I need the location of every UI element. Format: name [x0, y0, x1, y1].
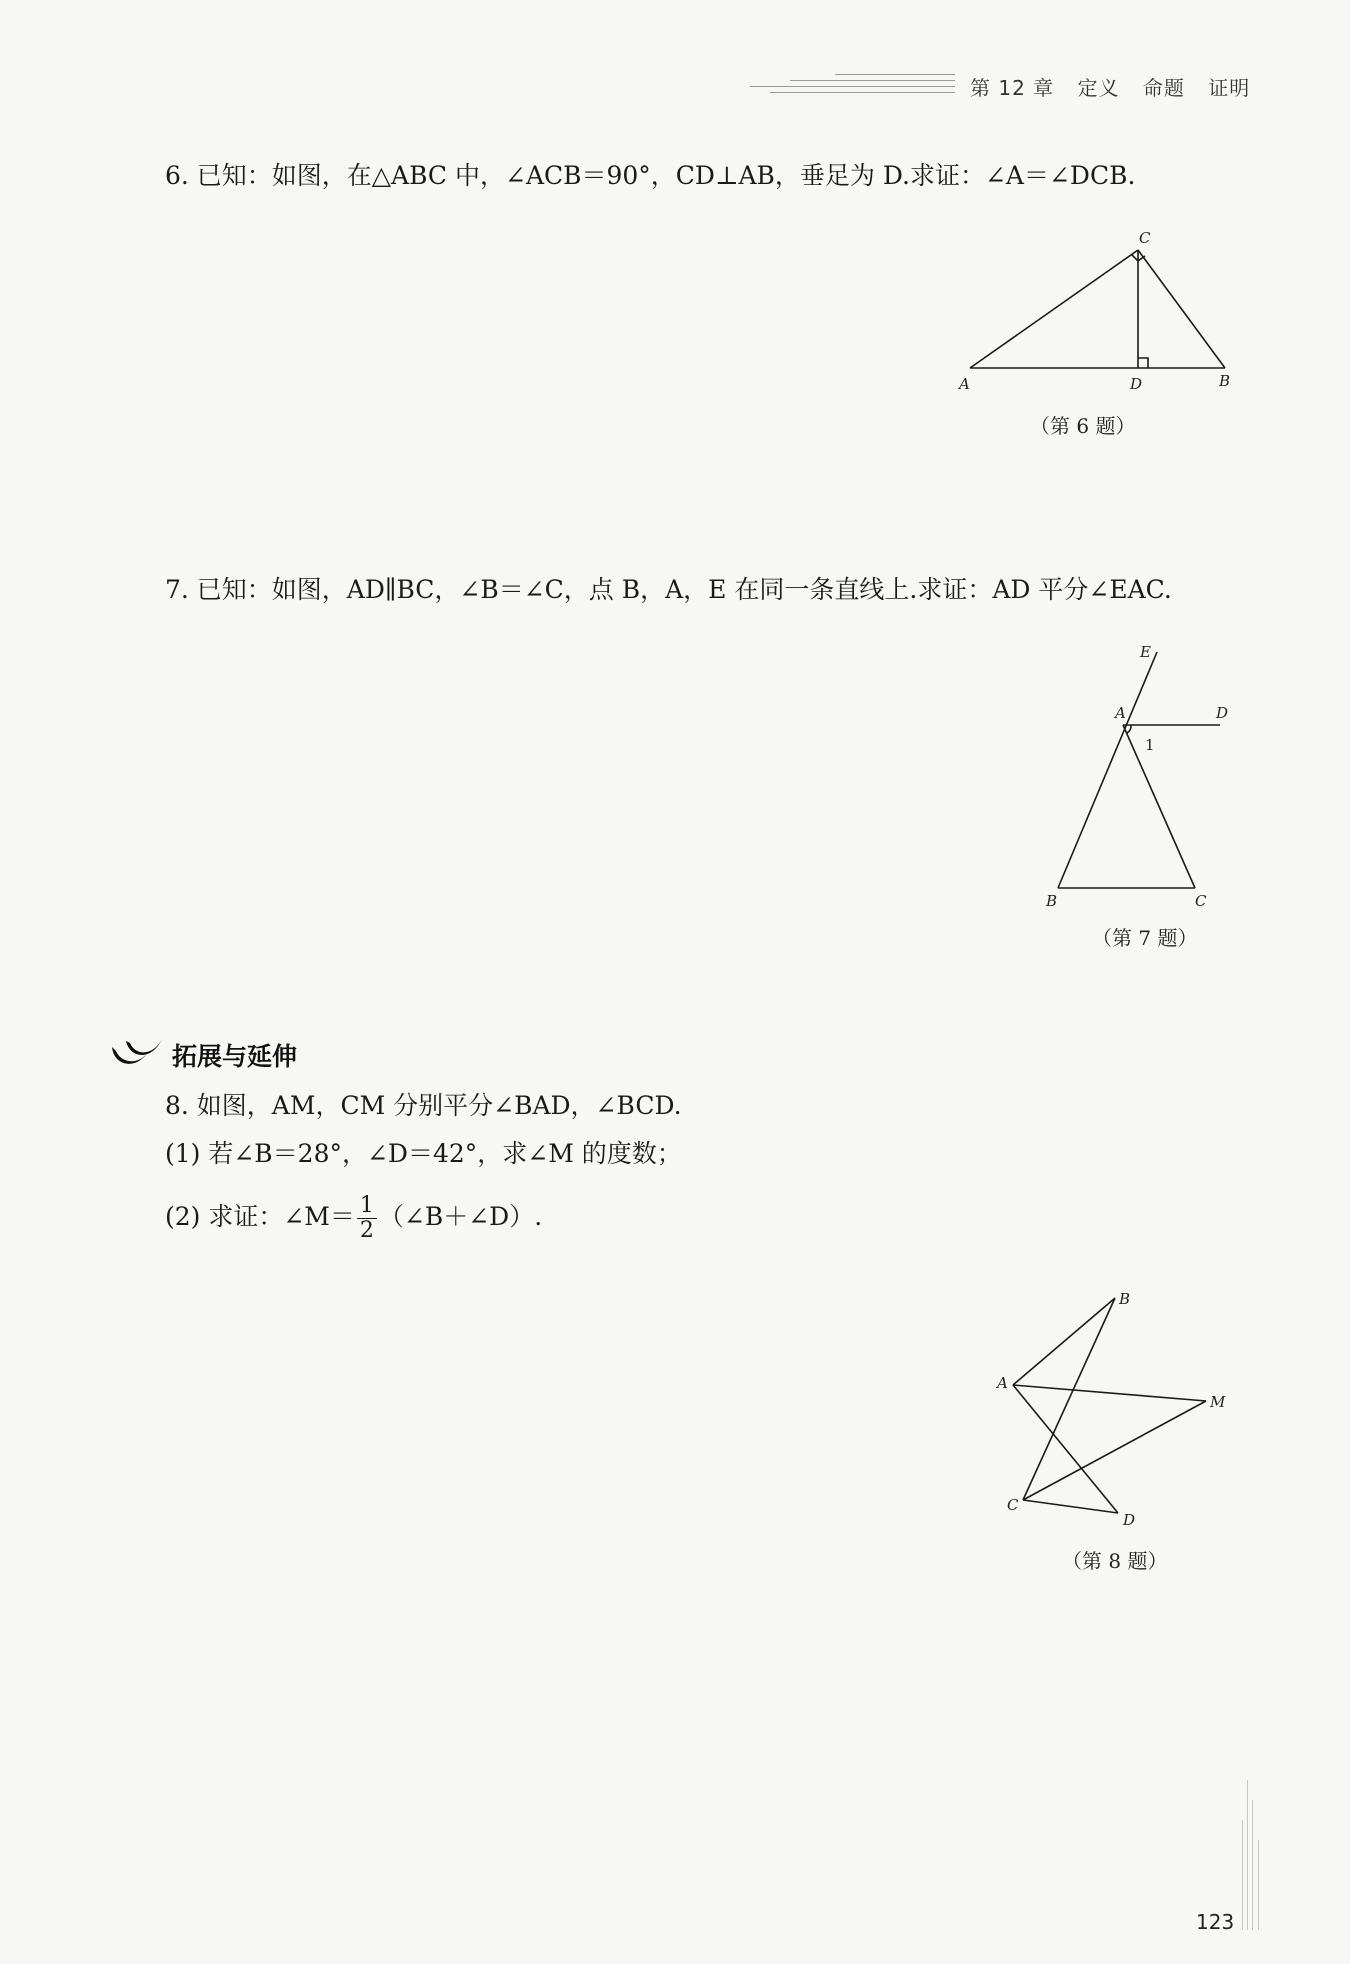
figure-7-caption: （第 7 题） — [1092, 926, 1198, 950]
figure-6 — [945, 225, 1245, 405]
fig7-side-ac — [1123, 725, 1195, 888]
fig7-label-1: 1 — [1145, 736, 1155, 754]
running-header — [970, 72, 1266, 101]
section-title: 拓展与延伸 — [172, 1042, 298, 1071]
header-decor-lines — [750, 74, 955, 98]
figure-6-caption: （第 6 题） — [1030, 414, 1136, 438]
fraction-denominator: 2 — [359, 1218, 374, 1243]
fig8-seg-ad — [1013, 1385, 1118, 1513]
header-topic-2: 命题 — [1142, 76, 1185, 100]
page-edge-lines — [1240, 1780, 1264, 1930]
fig8-label-b: B — [1119, 1290, 1131, 1308]
header-chapter: 第 12 章 — [970, 76, 1055, 100]
question-8-text: 8. 如图，AM，CM 分别平分∠BAD，∠BCD. — [165, 1091, 682, 1120]
section-extension — [108, 1032, 297, 1078]
fig6-right-angle-d — [1138, 358, 1148, 368]
fig7-label-b: B — [1046, 892, 1058, 910]
fig8-label-a: A — [997, 1374, 1008, 1392]
fig6-label-b: B — [1219, 372, 1231, 390]
fig8-label-c: C — [1007, 1496, 1019, 1514]
fig7-label-e: E — [1140, 643, 1151, 661]
q8-part2-suffix: （∠B＋∠D）. — [378, 1202, 543, 1231]
fig8-label-d: D — [1123, 1511, 1136, 1529]
fig7-label-a: A — [1115, 704, 1126, 722]
fig7-label-c: C — [1195, 892, 1207, 910]
figure-8-caption: （第 8 题） — [1062, 1549, 1168, 1573]
fig6-side-bc — [1138, 250, 1225, 368]
question-7-text: 7. 已知：如图，AD∥BC，∠B＝∠C，点 B，A，E 在同一条直线上.求证：AD 平分∠EAC. — [165, 575, 1172, 604]
fig8-seg-bc — [1023, 1298, 1115, 1500]
fig8-label-m: M — [1210, 1393, 1226, 1411]
header-topic-1: 定义 — [1077, 76, 1120, 100]
q8-part2-prefix: (2) 求证：∠M＝ — [165, 1202, 355, 1231]
question-6-text: 6. 已知：如图，在△ABC 中，∠ACB＝90°，CD⊥AB，垂足为 D.求证：∠A＝∠DCB. — [165, 161, 1136, 190]
swoosh-icon — [108, 1035, 166, 1075]
figure-7 — [1030, 640, 1270, 915]
fraction-one-half — [357, 1194, 377, 1243]
fig8-seg-cm — [1023, 1401, 1206, 1500]
fig6-label-d: D — [1130, 375, 1143, 393]
question-8-part-1: (1) 若∠B＝28°，∠D＝42°，求∠M 的度数； — [165, 1139, 682, 1168]
page-number: 123 — [1196, 1910, 1235, 1934]
fig8-seg-cd — [1023, 1500, 1118, 1513]
fig7-angle-1-arc — [1127, 725, 1131, 733]
figure-8 — [985, 1285, 1235, 1535]
fig6-label-a: A — [959, 375, 970, 393]
fig6-label-c: C — [1139, 229, 1151, 247]
fig6-side-ac — [970, 250, 1138, 368]
fig8-seg-ab — [1013, 1298, 1115, 1385]
fig8-seg-am — [1013, 1385, 1206, 1401]
fig7-label-d: D — [1216, 704, 1229, 722]
fraction-numerator: 1 — [357, 1194, 377, 1219]
question-8-part-2 — [165, 1192, 542, 1243]
header-topic-3: 证明 — [1208, 76, 1251, 100]
